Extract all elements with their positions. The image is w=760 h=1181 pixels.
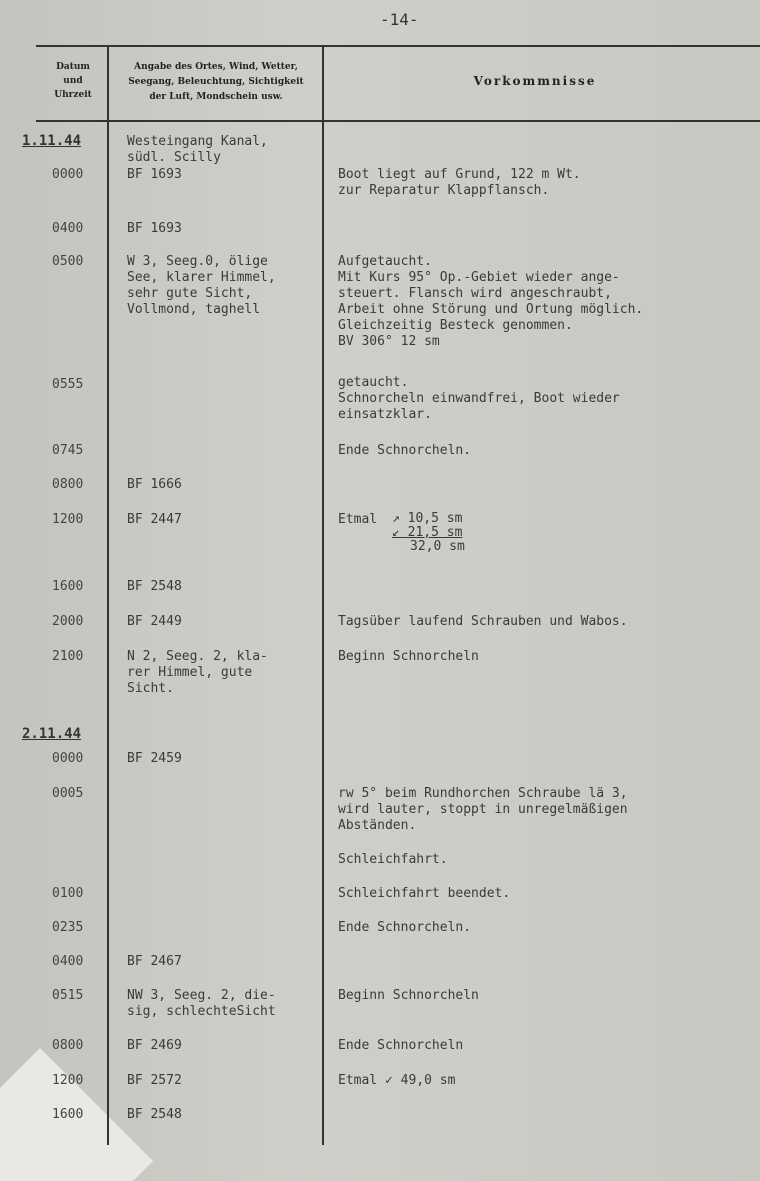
row-event: rw 5° beim Rundhorchen Schraube lä 3, wird lauter, stoppt in unregelmäßigen Abständen. — [338, 786, 628, 833]
row-location: N 2, Seeg. 2, kla- rer Himmel, gute Sicht. — [127, 649, 268, 696]
row-time: 2100 — [52, 649, 84, 664]
row-location: BF 1693 — [127, 167, 182, 182]
row-time: 0500 — [52, 254, 84, 269]
row-event: Tagsüber laufend Schrauben und Wabos. — [338, 614, 628, 629]
row-event: getaucht. Schnorcheln einwandfrei, Boot wieder einsatzklar. — [338, 375, 620, 422]
row-location: BF 2548 — [127, 1107, 182, 1122]
row-time: 0000 — [52, 751, 84, 766]
row-event: Schleichfahrt. — [338, 852, 448, 867]
page-number: -14- — [380, 10, 419, 29]
etmal-total: 32,0 sm — [410, 539, 465, 554]
row-time: 0800 — [52, 1038, 84, 1053]
row-location: NW 3, Seeg. 2, die- sig, schlechteSicht — [127, 988, 276, 1019]
row-time: 1200 — [52, 512, 84, 527]
row-location: BF 2572 — [127, 1073, 182, 1088]
row-time: 1600 — [52, 579, 84, 594]
row-time: 1200 — [52, 1073, 84, 1088]
etmal-value: ↗ 10,5 sm — [392, 511, 463, 526]
row-location: BF 2467 — [127, 954, 182, 969]
date-day1: 1.11.44 — [22, 133, 82, 149]
row-time: 0400 — [52, 221, 84, 236]
etmal-value: ↙ 21,5 sm — [392, 525, 463, 540]
header-location-weather: Angabe des Ortes, Wind, Wetter, Seegang, Beleuchtung, Sichtigkeit der Luft, Mondschein usw. — [128, 62, 304, 102]
header-bottom-rule — [36, 120, 760, 122]
date-day2: 2.11.44 — [22, 726, 82, 742]
etmal-values — [392, 512, 465, 554]
row-location: BF 2447 — [127, 512, 182, 527]
row-location: BF 2449 — [127, 614, 182, 629]
row-location: W 3, Seeg.0, ölige See, klarer Himmel, sehr gute Sicht, Vollmond, taghell — [127, 254, 276, 317]
column-divider-2 — [322, 45, 324, 1145]
column-divider-1 — [107, 45, 109, 1145]
row-event: Ende Schnorcheln — [338, 1038, 464, 1053]
row-location: BF 2548 — [127, 579, 182, 594]
row-time: 0005 — [52, 786, 84, 801]
row-time: 1600 — [52, 1107, 84, 1122]
row-time: 2000 — [52, 614, 84, 629]
row-time: 0235 — [52, 920, 84, 935]
row-event: Beginn Schnorcheln — [338, 649, 479, 664]
row-event: Schleichfahrt beendet. — [338, 886, 511, 901]
row-time: 0000 — [52, 167, 84, 182]
row-location: BF 1666 — [127, 477, 182, 492]
row-location: BF 2459 — [127, 751, 182, 766]
row-event: Boot liegt auf Grund, 122 m Wt. zur Reparatur Klappflansch. — [338, 167, 581, 198]
row-event: Beginn Schnorcheln — [338, 988, 479, 1003]
row-event: Ende Schnorcheln. — [338, 920, 472, 935]
header-date-time: Datum und Uhrzeit — [54, 62, 92, 100]
table-top-rule — [36, 45, 760, 47]
header-events: Vorkommnisse — [473, 74, 597, 88]
row-time: 0745 — [52, 443, 84, 458]
row-time: 0800 — [52, 477, 84, 492]
location-text: Westeingang Kanal, südl. Scilly — [127, 134, 268, 165]
row-time: 0515 — [52, 988, 84, 1003]
row-location: BF 2469 — [127, 1038, 182, 1053]
row-event: Etmal — [338, 512, 378, 527]
row-location: BF 1693 — [127, 221, 182, 236]
row-event: Aufgetaucht. Mit Kurs 95° Op.-Gebiet wieder ange- steuert. Flansch wird angeschraubt, Arbeit ohne Störung und Ortung möglich. Gleichzeitig Besteck genommen. BV 306° 12 sm — [338, 254, 644, 349]
row-event: Etmal ✓ 49,0 sm — [338, 1073, 456, 1088]
row-time: 0100 — [52, 886, 84, 901]
row-time: 0555 — [52, 377, 84, 392]
row-event: Ende Schnorcheln. — [338, 443, 472, 458]
row-time: 0400 — [52, 954, 84, 969]
